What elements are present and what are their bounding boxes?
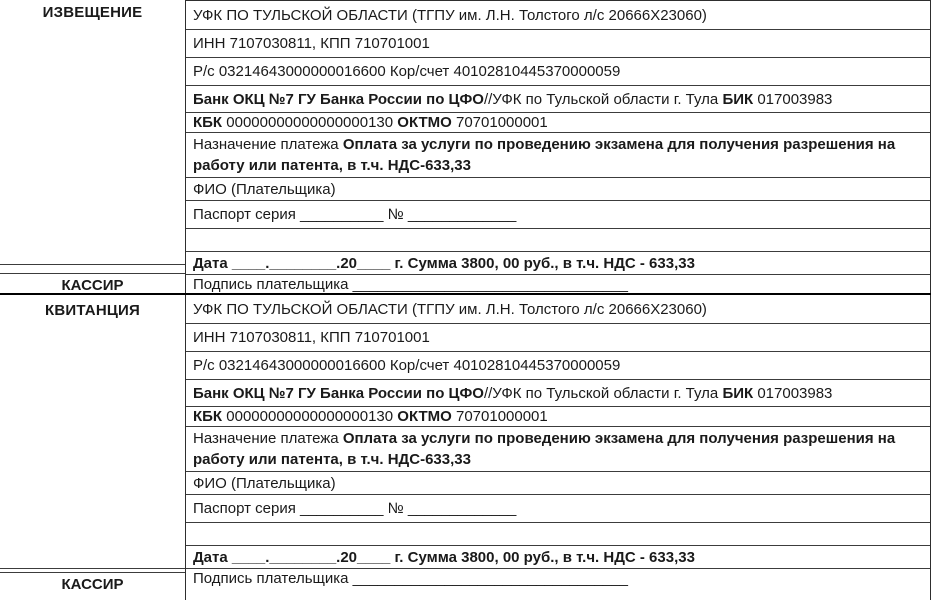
kbk-oktmo-row	[186, 113, 930, 133]
bank-name: Банк ОКЦ №7 ГУ Банка России по ЦФО	[193, 384, 484, 402]
kbk-oktmo-row	[186, 407, 930, 427]
date-amount-row	[186, 546, 930, 569]
empty-row	[186, 229, 930, 252]
kbk-label: КБК	[193, 114, 223, 131]
signature-row	[186, 275, 930, 293]
account-numbers: Р/с 03214643000000016600 Кор/счет 40102810445370000059	[193, 357, 621, 374]
bank-branch: //УФК по Тульской области г. Тула	[483, 384, 723, 402]
bank-branch: //УФК по Тульской области г. Тула	[483, 90, 723, 108]
notice-table	[185, 0, 931, 293]
cashier-label: КАССИР	[0, 572, 185, 600]
payer-name-label: ФИО (Плательщика)	[193, 474, 336, 492]
inn-kpp: ИНН 7107030811, КПП 710701001	[193, 329, 430, 346]
recipient-row	[186, 1, 930, 30]
inn-kpp: ИНН 7107030811, КПП 710701001	[193, 35, 430, 52]
bik-value: 017003983	[753, 384, 833, 402]
signature-field: Подпись плательщика _________________________________	[193, 276, 628, 293]
oktmo-value: 70701000001	[451, 408, 548, 425]
receipt-table	[185, 295, 931, 600]
bank-name: Банк ОКЦ №7 ГУ Банка России по ЦФО	[193, 90, 484, 108]
bik-value: 017003983	[753, 90, 833, 108]
kbk-value: 00000000000000000130	[222, 408, 398, 425]
date-amount-row	[186, 252, 930, 275]
empty-row	[186, 523, 930, 546]
bik-label: БИК	[722, 90, 754, 108]
receipt-section	[0, 293, 931, 600]
notice-label: ИЗВЕЩЕНИЕ	[42, 4, 143, 21]
passport-field: Паспорт серия __________ № _____________	[193, 500, 517, 517]
bank-row	[186, 86, 930, 113]
passport-field: Паспорт серия __________ № _____________	[193, 206, 517, 223]
payer-name-row	[186, 178, 930, 201]
receipt-left-column	[0, 295, 185, 600]
kbk-label: КБК	[193, 408, 223, 425]
inn-kpp-row	[186, 324, 930, 352]
accounts-row	[186, 58, 930, 86]
payer-name-row	[186, 472, 930, 495]
recipient-row	[186, 295, 930, 324]
purpose-label: Назначение платежа	[193, 136, 343, 153]
date-amount: Дата ____.________.20____ г. Сумма 3800, 00 руб., в т.ч. НДС - 633,33	[193, 254, 695, 272]
bank-row	[186, 380, 930, 407]
purpose-value: Оплата за услуги по проведению экзамена для получения разрешения на работу или патента, в т.ч. НДС-633,33	[193, 136, 896, 174]
purpose-value: Оплата за услуги по проведению экзамена для получения разрешения на работу или патента, в т.ч. НДС-633,33	[193, 430, 896, 468]
notice-left-column	[0, 0, 185, 293]
recipient-name: УФК ПО ТУЛЬСКОЙ ОБЛАСТИ (ТГПУ им. Л.Н. Толстого л/с 20666Х23060)	[193, 6, 707, 24]
recipient-name: УФК ПО ТУЛЬСКОЙ ОБЛАСТИ (ТГПУ им. Л.Н. Толстого л/с 20666Х23060)	[193, 300, 707, 318]
inn-kpp-row	[186, 30, 930, 58]
purpose-row	[186, 133, 930, 178]
left-column-divider	[0, 568, 185, 569]
date-amount: Дата ____.________.20____ г. Сумма 3800, 00 руб., в т.ч. НДС - 633,33	[193, 548, 695, 566]
receipt-label: КВИТАНЦИЯ	[45, 302, 140, 319]
oktmo-label: ОКТМО	[397, 408, 452, 425]
passport-row	[186, 495, 930, 523]
accounts-row	[186, 352, 930, 380]
account-numbers: Р/с 03214643000000016600 Кор/счет 40102810445370000059	[193, 63, 621, 80]
oktmo-value: 70701000001	[451, 114, 548, 131]
signature-field: Подпись плательщика _________________________________	[193, 570, 628, 587]
passport-row	[186, 201, 930, 229]
purpose-label: Назначение платежа	[193, 430, 343, 447]
signature-row	[186, 569, 930, 600]
bik-label: БИК	[722, 384, 754, 402]
left-column-divider	[0, 264, 185, 265]
purpose-row	[186, 427, 930, 472]
notice-section	[0, 0, 931, 293]
cashier-label: КАССИР	[0, 273, 185, 293]
kbk-value: 00000000000000000130	[222, 114, 398, 131]
payer-name-label: ФИО (Плательщика)	[193, 180, 336, 198]
oktmo-label: ОКТМО	[397, 114, 452, 131]
